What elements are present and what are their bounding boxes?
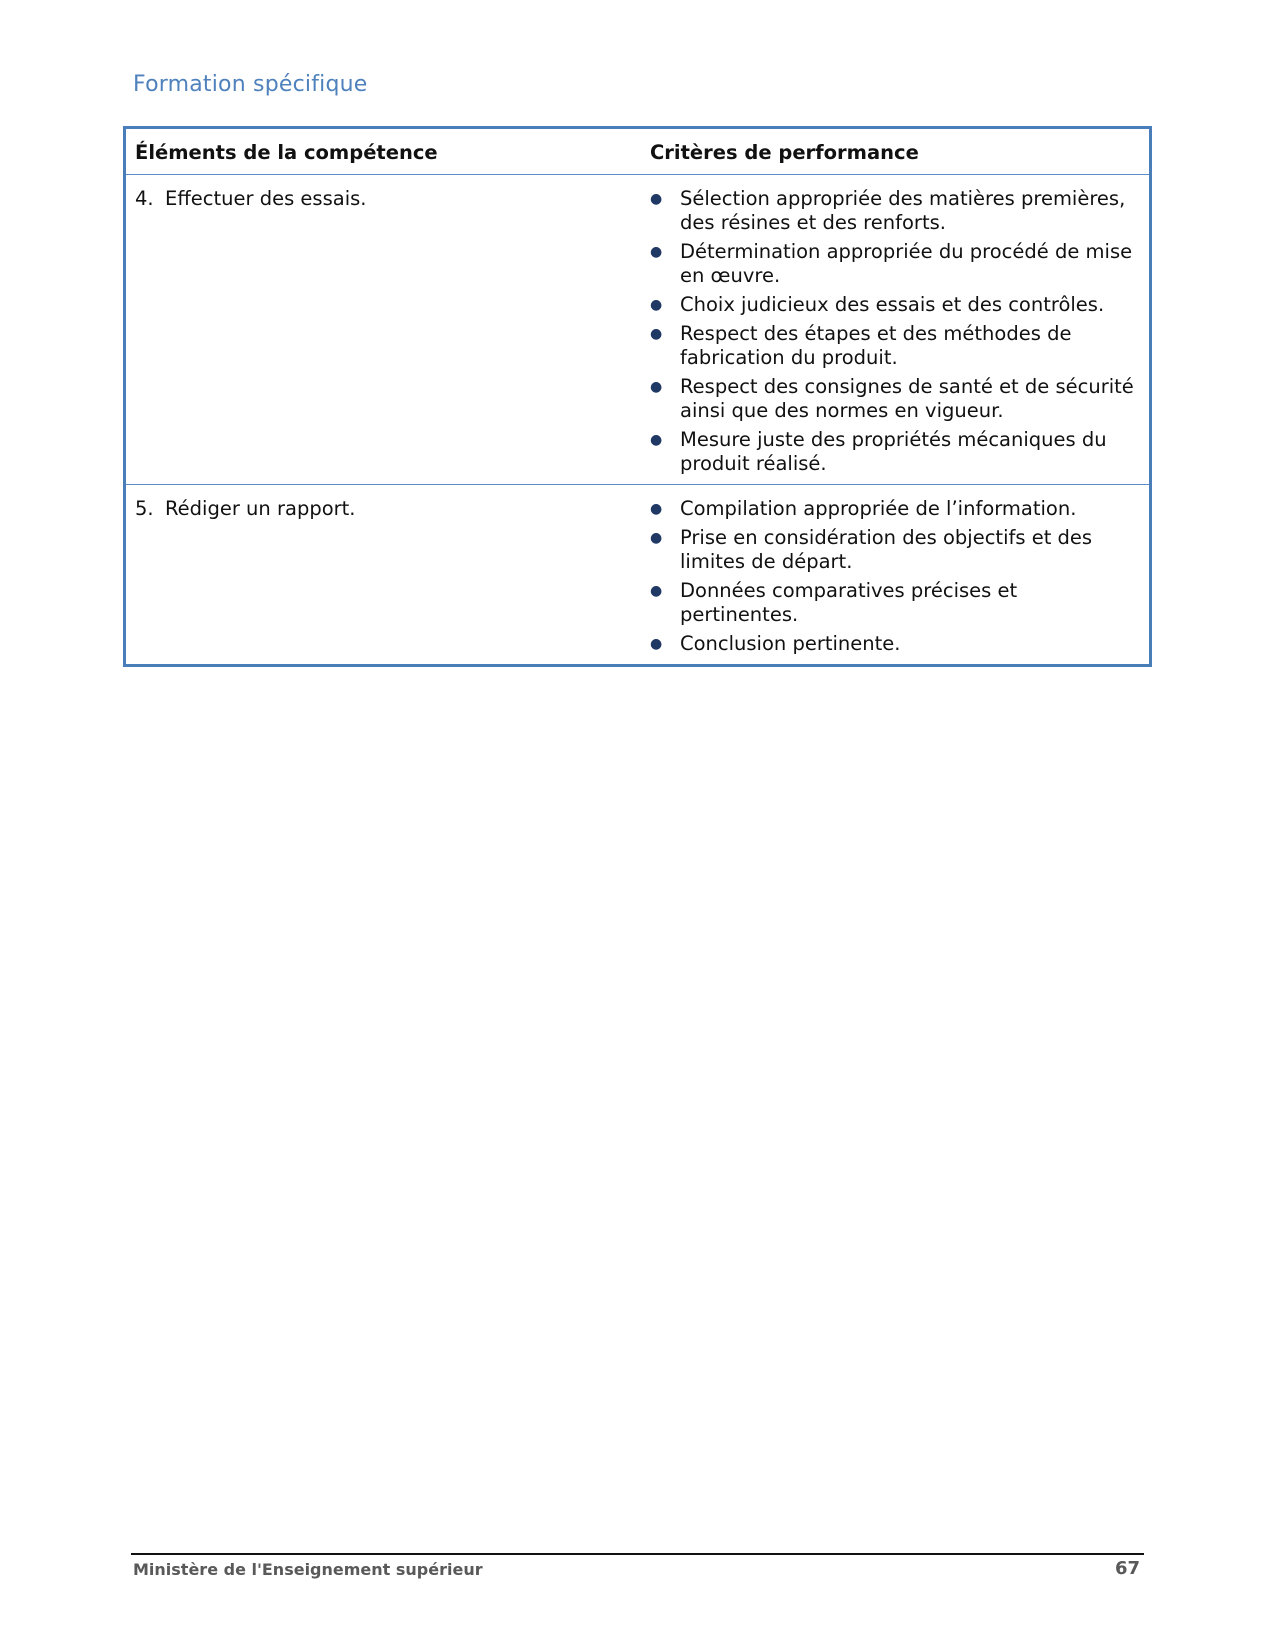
element-text: Rédiger un rapport.	[165, 497, 356, 520]
competence-table	[123, 126, 1152, 667]
list-item	[650, 293, 1139, 317]
list-item	[650, 579, 1139, 627]
list-item	[650, 428, 1139, 476]
criteria-list	[650, 175, 1139, 484]
list-item	[650, 526, 1139, 574]
page-number: 67	[1114, 1558, 1140, 1579]
header-elements: Éléments de la compétence	[135, 141, 438, 164]
bullet-icon: ●	[650, 636, 663, 652]
footer-publisher: Ministère de l'Enseignement supérieur	[133, 1560, 483, 1579]
criteria-list	[650, 485, 1139, 664]
list-item	[650, 187, 1139, 235]
element-cell	[126, 175, 642, 484]
criterion-text: Données comparatives précises et pertinentes.	[680, 579, 1018, 626]
bullet-icon: ●	[650, 432, 663, 448]
bullet-icon: ●	[650, 191, 663, 207]
element-item	[135, 187, 642, 210]
criteria-cell	[642, 485, 1149, 664]
criterion-text: Conclusion pertinente.	[680, 632, 901, 655]
element-item	[135, 497, 642, 520]
criterion-text: Respect des étapes et des méthodes de fabrication du produit.	[680, 322, 1072, 369]
list-item	[650, 497, 1139, 521]
table-header-row	[126, 129, 1149, 175]
element-text: Effectuer des essais.	[165, 187, 367, 210]
header-criteria: Critères de performance	[650, 141, 919, 164]
bullet-icon: ●	[650, 244, 663, 260]
bullet-icon: ●	[650, 379, 663, 395]
table-row	[126, 485, 1149, 664]
criterion-text: Choix judicieux des essais et des contrôles.	[680, 293, 1105, 316]
element-number: 4.	[135, 187, 154, 210]
list-item	[650, 240, 1139, 288]
criterion-text: Mesure juste des propriétés mécaniques du produit réalisé.	[680, 428, 1107, 475]
bullet-icon: ●	[650, 326, 663, 342]
bullet-icon: ●	[650, 297, 663, 313]
criterion-text: Compilation appropriée de l’information.	[680, 497, 1077, 520]
bullet-icon: ●	[650, 583, 663, 599]
bullet-icon: ●	[650, 530, 663, 546]
criteria-cell	[642, 175, 1149, 484]
list-item	[650, 632, 1139, 656]
footer-divider	[131, 1553, 1144, 1555]
list-item	[650, 322, 1139, 370]
criterion-text: Détermination appropriée du procédé de mise en œuvre.	[680, 240, 1133, 287]
element-cell	[126, 485, 642, 664]
element-number: 5.	[135, 497, 154, 520]
bullet-icon: ●	[650, 501, 663, 517]
table-row	[126, 175, 1149, 485]
list-item	[650, 375, 1139, 423]
criterion-text: Sélection appropriée des matières premières, des résines et des renforts.	[680, 187, 1126, 234]
criterion-text: Prise en considération des objectifs et des limites de départ.	[680, 526, 1093, 573]
section-title: Formation spécifique	[133, 72, 368, 97]
criterion-text: Respect des consignes de santé et de sécurité ainsi que des normes en vigueur.	[680, 375, 1134, 422]
